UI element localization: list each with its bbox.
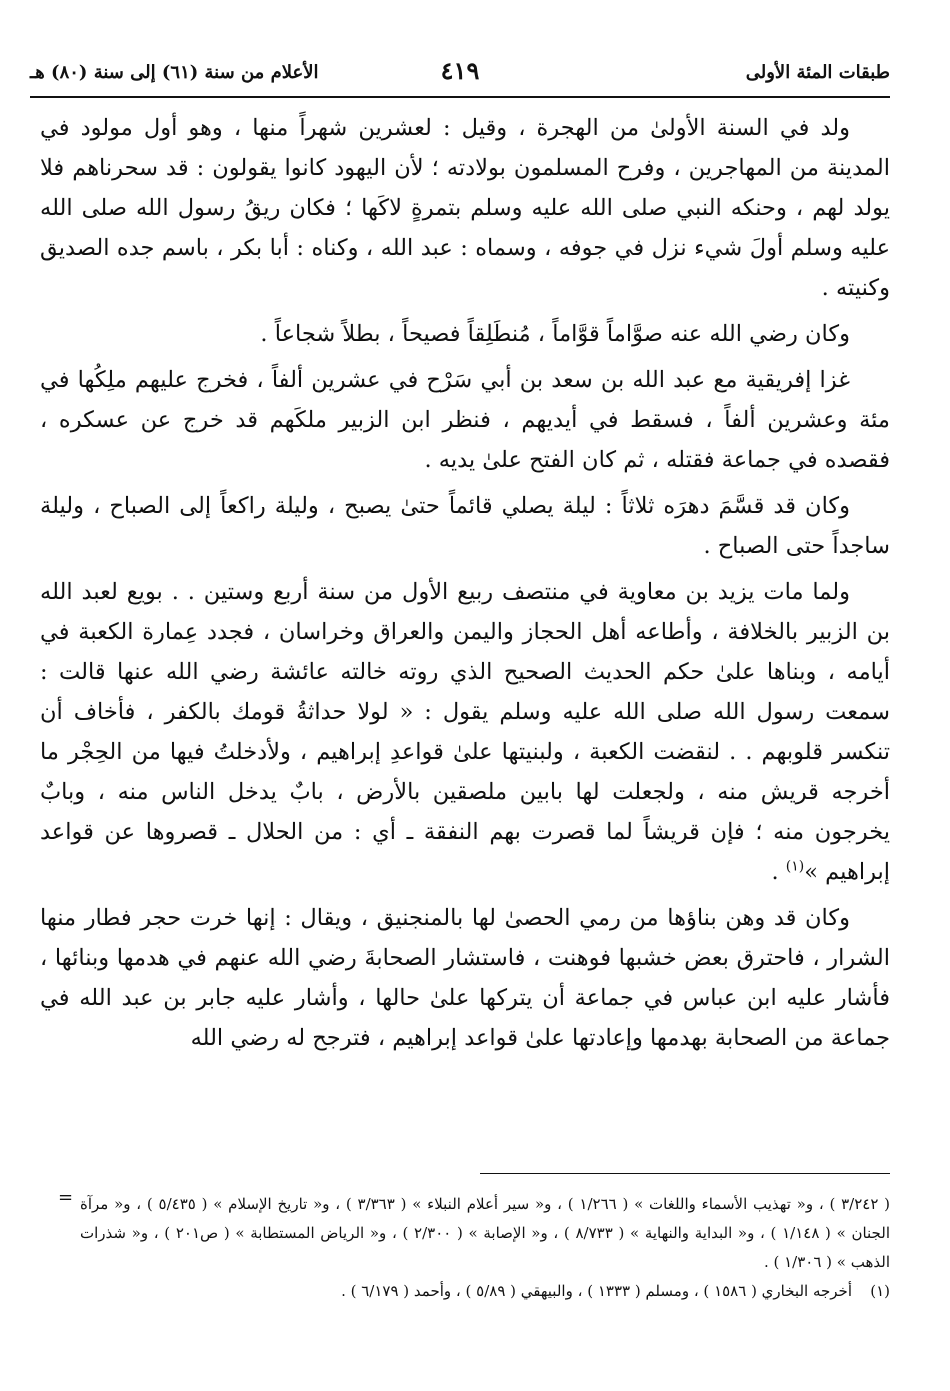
header-rule [30,96,890,98]
main-text [40,108,890,1064]
footnote-text: أخرجه البخاري ( ١٥٨٦ ) ، ومسلم ( ١٣٣٣ ) ، والبيهقي ( ٥/٨٩ ) ، وأحمد ( ٦/١٧٩ ) . [341,1282,852,1300]
paragraph-end: . [771,859,779,885]
paragraph: وكان رضي الله عنه صوَّاماً قوَّاماً ، مُنطَلِقاً فصيحاً ، بطلاً شجاعاً . [260,321,850,347]
footnote-reference[interactable]: (١) [785,858,805,875]
paragraph: وكان قد قسَّمَ دهرَه ثلاثاً : ليلة يصلي قائماً حتىٰ يصبح ، وليلة راكعاً إلى الصباح ، وليلة ساجداً حتى الصباح . [40,493,890,559]
footnote-continuation-mark: = [58,1187,74,1208]
running-head-right: طبقات المئة الأولى [745,62,890,83]
footnote-number: (١) [870,1282,890,1300]
paragraph: وكان قد وهن بناؤها من رمي الحصىٰ لها بالمنجنيق ، ويقال : إنها خرت حجر فطار منها الشرار ، فاحترق بعض خشبها فوهنت ، فاستشار الصحابةَ رضي الله عنهم في هدمها وبنائها ، فأشار عليه ابن عباس في جماعة أن يتركها علىٰ حالها ، وأشار عليه جابر بن عبد الله في جماعة من الصحابة بهدمها وإعادتها علىٰ قواعد إبراهيم ، فترجح له رضي الله [40,905,890,1051]
running-head-left: الأعلام من سنة (٦١) إلى سنة (٨٠) هـ [30,62,319,83]
paragraph-with-note [40,572,890,892]
page-header [30,56,890,96]
footnote-item [80,1277,890,1306]
page-number: ٤١٩ [440,56,480,85]
footnotes [80,1190,890,1306]
paragraph: غزا إفريقية مع عبد الله بن سعد بن أبي سَرْح في عشرين ألفاً ، فخرج عليهم ملِكُها في مئة وعشرين ألفاً ، فسقط في أيديهم ، فنظر ابن الزبير ملكَهم قد خرج عن عسكره ، فقصده في جماعة فقتله ، ثم كان الفتح علىٰ يديه . [40,367,890,473]
footnote-rule [480,1173,890,1174]
footnote-continued: ( ٣/٢٤٢ ) ، و« تهذيب الأسماء واللغات » ( ١/٢٦٦ ) ، و« سير أعلام النبلاء » ( ٣/٣٦٣ ) ، و« تاريخ الإسلام » ( ٥/٤٣٥ ) ، و« مرآة الجنان » ( ١/١٤٨ ) ، و« البداية والنهاية » ( ٨/٧٣٣ ) ، و« الإصابة » ( ٢/٣٠٠ ) ، و« الرياض المستطابة » ( ص٢٠١ ) ، و« شذرات الذهب » ( ١/٣٠٦ ) . [80,1195,890,1271]
paragraph-text: ولما مات يزيد بن معاوية في منتصف ربيع الأول من سنة أربع وستين . . بويع لعبد الله بن الزبير بالخلافة ، وأطاعه أهل الحجاز واليمن والعراق وخراسان ، فجدد عِمارة الكعبة في أيامه ، وبناها علىٰ حكم الحديث الصحيح الذي روته خالته عائشة رضي الله عنها قالت : سمعت رسول الله صلى الله عليه وسلم يقول : « لولا حداثةُ قومك بالكفر ، فأخاف أن تنكسر قلوبهم . . لنقضت الكعبة ، ولبنيتها علىٰ قواعدِ إبراهيم ، ولأدخلتُ فيها من الحِجْر ما أخرجه قريش منه ، ولجعلت لها بابين ملصقين بالأرض ، بابٌ يدخل الناس منه ، وبابٌ يخرجون منه ؛ فإن قريشاً لما قصرت بهم النفقة ـ أي : من الحلال ـ قصروها عن قواعد إبراهيم » [40,579,890,885]
paragraph: ولد في السنة الأولىٰ من الهجرة ، وقيل : لعشرين شهراً منها ، وهو أول مولود في المدينة من المهاجرين ، وفرح المسلمون بولادته ؛ لأن اليهود كانوا يقولون : قد سحرناهم فلا يولد لهم ، وحنكه النبي صلى الله عليه وسلم بتمرةٍ لاكَها ؛ فكان ريقُ رسول الله صلى الله عليه وسلم أولَ شيء نزل في جوفه ، وسماه : عبد الله ، وكناه : أبا بكر ، باسم جده الصديق وكنيته . [40,115,890,301]
